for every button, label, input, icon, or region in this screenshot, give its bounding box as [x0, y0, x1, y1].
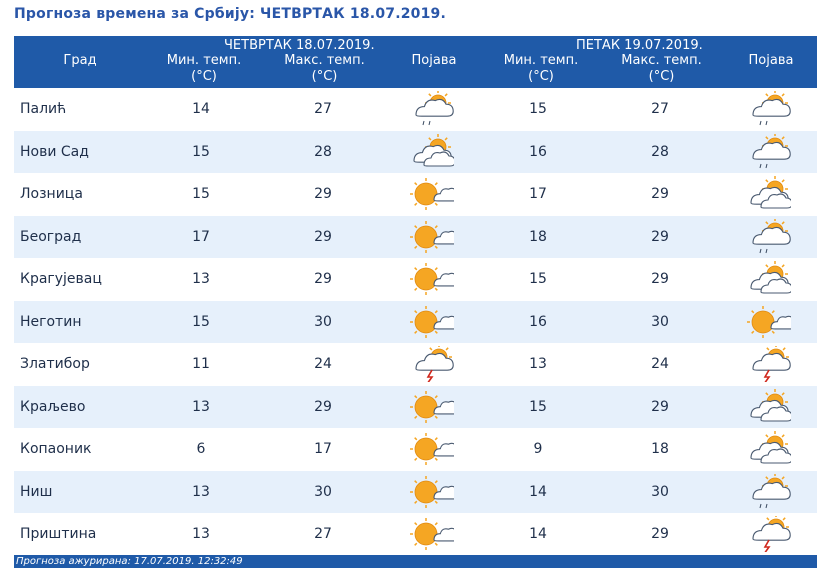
city-name: Лозница: [20, 186, 83, 202]
day2-min-temp: 16: [529, 143, 547, 160]
day2-min-temp: 13: [529, 356, 547, 372]
day2-phenomenon: [745, 261, 791, 297]
partly-cloudy-icon: [745, 431, 791, 467]
day2-min-temp: 15: [529, 398, 547, 415]
table-row: [14, 386, 817, 429]
city-name: Краљево: [20, 398, 86, 415]
day2-phenomenon: [745, 474, 791, 510]
day2-max-header: [609, 53, 714, 85]
mostly-sunny-icon: [745, 304, 791, 340]
city-column-header: Град: [63, 53, 97, 68]
partly-cloudy-icon: [745, 261, 791, 297]
day2-min-label: Мин. темп.: [503, 53, 579, 68]
day2-max-temp: 27: [651, 101, 669, 117]
day2-header: ПЕТАК 19.07.2019.: [576, 38, 703, 53]
mostly-sunny-icon: [408, 431, 454, 467]
day2-min-temp: 15: [529, 101, 547, 117]
city-name: Златибор: [20, 356, 90, 372]
day2-phenomenon: [745, 304, 791, 340]
partly-cloudy-light-rain-icon: [745, 219, 791, 255]
partly-cloudy-light-rain-icon: [745, 474, 791, 510]
day1-max-temp: 24: [314, 356, 332, 372]
partly-cloudy-light-rain-icon: [408, 91, 454, 127]
day1-max-label: Макс. темп.: [284, 53, 365, 68]
day2-max-temp: 28: [651, 143, 669, 160]
day2-max-temp: 29: [651, 228, 669, 245]
day2-max-temp: 30: [651, 483, 669, 500]
table-row: [14, 216, 817, 259]
day2-max-temp: 18: [651, 441, 669, 457]
update-footer: [14, 555, 817, 568]
day2-min-temp: 14: [529, 526, 547, 542]
day1-phenomenon: [408, 91, 454, 127]
mostly-sunny-icon: [408, 389, 454, 425]
day2-phenomenon: [745, 346, 791, 382]
day1-min-unit: (°C): [191, 69, 217, 84]
city-name: Београд: [20, 228, 82, 245]
table-row: [14, 173, 817, 216]
day2-min-temp: 18: [529, 228, 547, 245]
day1-max-temp: 29: [314, 271, 332, 287]
day2-phenomenon: [745, 219, 791, 255]
day2-phenomenon: [745, 134, 791, 170]
table-row: [14, 428, 817, 471]
city-name: Крагујевац: [20, 271, 102, 287]
mostly-sunny-icon: [408, 474, 454, 510]
day1-min-temp: 13: [192, 526, 210, 542]
day1-max-temp: 29: [314, 228, 332, 245]
day1-phenomenon: [408, 134, 454, 170]
day2-phenomenon: [745, 91, 791, 127]
day1-max-temp: 27: [314, 526, 332, 542]
day2-max-temp: 30: [651, 313, 669, 330]
day2-phenomenon: [745, 389, 791, 425]
day2-min-temp: 14: [529, 483, 547, 500]
day2-min-temp: 17: [529, 186, 547, 202]
thunderstorm-icon: [745, 346, 791, 382]
city-name: Копаоник: [20, 441, 92, 457]
city-name: Приштина: [20, 526, 97, 542]
day1-phenomenon: [408, 474, 454, 510]
table-row: [14, 258, 817, 301]
day1-phenomenon: [408, 304, 454, 340]
table-row: [14, 131, 817, 174]
mostly-sunny-icon: [408, 219, 454, 255]
day1-min-temp: 17: [192, 228, 210, 245]
day2-phenomenon: [745, 176, 791, 212]
table-row: [14, 513, 817, 556]
day1-min-temp: 11: [192, 356, 210, 372]
day1-phenomenon: [408, 431, 454, 467]
city-name: Палић: [20, 101, 67, 117]
day1-phenomenon: [408, 389, 454, 425]
city-name: Ниш: [20, 483, 53, 500]
forecast-table: [14, 36, 817, 556]
day2-max-temp: 29: [651, 271, 669, 287]
day1-min-header: [154, 53, 254, 85]
thunderstorm-icon: [745, 516, 791, 552]
day2-phen-header: Појава: [748, 53, 794, 68]
day1-phenomenon: [408, 219, 454, 255]
day2-min-temp: 9: [533, 441, 543, 457]
partly-cloudy-light-rain-icon: [745, 134, 791, 170]
city-name: Неготин: [20, 313, 82, 330]
day1-max-temp: 27: [314, 101, 332, 117]
table-row: [14, 88, 817, 131]
day1-min-label: Мин. темп.: [166, 53, 242, 68]
day1-phenomenon: [408, 176, 454, 212]
day1-header: ЧЕТВРТАК 18.07.2019.: [224, 38, 375, 53]
partly-cloudy-light-rain-icon: [745, 91, 791, 127]
day2-min-unit: (°C): [528, 69, 554, 84]
table-header: [14, 36, 817, 88]
mostly-sunny-icon: [408, 304, 454, 340]
table-row: [14, 471, 817, 514]
mostly-sunny-icon: [408, 516, 454, 552]
day1-min-temp: 13: [192, 271, 210, 287]
day1-phen-header: Појава: [411, 53, 457, 68]
table-body: [14, 88, 817, 556]
partly-cloudy-icon: [745, 176, 791, 212]
mostly-sunny-icon: [408, 176, 454, 212]
day2-min-header: [491, 53, 591, 85]
day1-min-temp: 13: [192, 398, 210, 415]
day1-max-temp: 29: [314, 186, 332, 202]
day1-phenomenon: [408, 261, 454, 297]
day2-min-temp: 16: [529, 313, 547, 330]
day2-min-temp: 15: [529, 271, 547, 287]
day1-max-temp: 28: [314, 143, 332, 160]
day1-min-temp: 6: [196, 441, 206, 457]
day1-min-temp: 15: [192, 143, 210, 160]
day1-max-temp: 29: [314, 398, 332, 415]
partly-cloudy-icon: [408, 134, 454, 170]
page-title: Прогноза времена за Србију: ЧЕТВРТАК 18.07.2019.: [14, 6, 447, 22]
update-timestamp: Прогноза ажурирана: 17.07.2019. 12:32:49: [16, 556, 243, 567]
thunderstorm-icon: [408, 346, 454, 382]
table-row: [14, 301, 817, 344]
day2-max-temp: 29: [651, 526, 669, 542]
day1-phenomenon: [408, 516, 454, 552]
table-row: [14, 343, 817, 386]
mostly-sunny-icon: [408, 261, 454, 297]
day1-phenomenon: [408, 346, 454, 382]
day1-max-temp: 30: [314, 483, 332, 500]
day2-max-temp: 29: [651, 398, 669, 415]
day1-max-temp: 17: [314, 441, 332, 457]
city-name: Нови Сад: [20, 143, 89, 160]
day1-max-temp: 30: [314, 313, 332, 330]
day2-phenomenon: [745, 516, 791, 552]
day1-min-temp: 13: [192, 483, 210, 500]
day1-min-temp: 15: [192, 313, 210, 330]
day1-min-temp: 14: [192, 101, 210, 117]
day2-max-label: Макс. темп.: [621, 53, 702, 68]
day2-max-temp: 24: [651, 356, 669, 372]
day1-max-header: [272, 53, 377, 85]
day2-max-temp: 29: [651, 186, 669, 202]
day2-max-unit: (°C): [648, 69, 675, 84]
day1-min-temp: 15: [192, 186, 210, 202]
partly-cloudy-icon: [745, 389, 791, 425]
day2-phenomenon: [745, 431, 791, 467]
day1-max-unit: (°C): [311, 69, 338, 84]
